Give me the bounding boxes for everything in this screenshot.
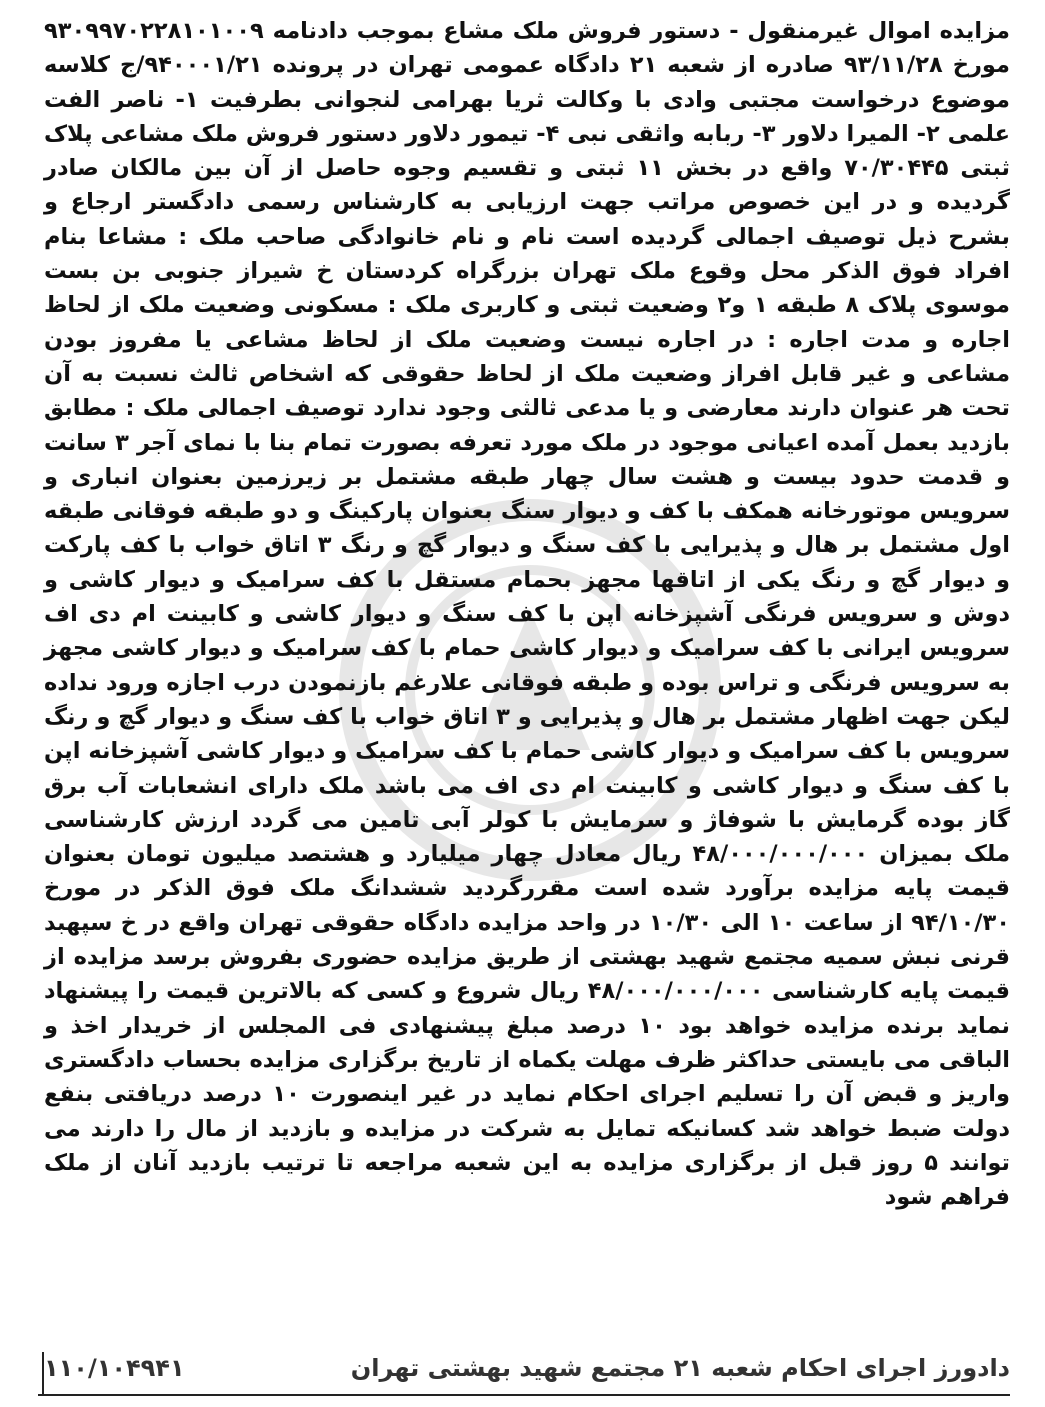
footer-signature: دادورز اجرای احکام شعبه ۲۱ مجتمع شهید بهشتی تهران bbox=[350, 1354, 1010, 1382]
notice-text: مزایده اموال غیرمنقول - دستور فروش ملک مشاع بموجب دادنامه ۹۳۰۹۹۷۰۲۲۸۱۰۱۰۰۹ مورخ ۹۳/۱۱/۲۸ صادره از شعبه ۲۱ دادگاه عمومی تهران در پرونده ۹۴۰۰۰۱/۲۱/ج کلاسه موضوع درخواست مجتبی وادی با وکالت ثریا بهرامی لنجوانی بطرفیت ۱- ناصر الفت علمی ۲- المیرا دلاور ۳- ربابه واثقی نبی ۴- تیمور دلاور دستور فروش ملک مشاعی پلاک ثبتی ۷۰/۳۰۴۴۵ واقع در بخش ۱۱ ثبتی و تقسیم وجوه حاصل از آن بین مالکان صادر گردیده و در این خصوص مراتب جهت ارزیابی به کارشناس رسمی دادگستر ارجاع و بشرح ذیل توصیف اجمالی گردیده است نام و نام خانوادگی صاحب ملک : مشاعا بنام افراد فوق الذکر محل وقوع ملک تهران بزرگراه کردستان خ شیراز جنوبی بن بست موسوی پلاک ۸ طبقه ۱ و۲ وضعیت ثبتی و کاربری ملک : مسکونی وضعیت ملک از لحاظ اجاره و مدت اجاره : در اجاره نیست وضعیت ملک از لحاظ مشاعی یا مفروز بودن مشاعی و غیر قابل افراز وضعیت ملک از لحاظ حقوقی که اشخاص ثالث نسبت به آن تحت هر عنوان دارند معارضی و یا مدعی ثالثی وجود ندارد توصیف اجمالی ملک : مطابق بازدید بعمل آمده اعیانی موجود در ملک مورد تعرفه بصورت تمام بنا با نمای آجر ۳ سانت و قدمت حدود بیست و هشت سال چهار طبقه مشتمل بر زیرزمین بعنوان انباری و سرویس موتورخانه همکف با کف و دیوار سنگ بعنوان پارکینگ و دو طبقه فوقانی طبقه اول مشتمل بر هال و پذیرایی با کف سنگ و دیوار گچ و رنگ ۳ اتاق خواب با کف پارکت و دیوار گچ و رنگ یکی از اتاقها مجهز بحمام مستقل با کف سرامیک و دیوار کاشی و دوش و سرویس فرنگی آشپزخانه اپن با کف سنگ و دیوار کاشی و کابینت ام دی اف سرویس ایرانی با کف سرامیک و دیوار کاشی حمام با کف سرامیک و دیوار کاشی مجهز به سرویس فرنگی و تراس بوده و طبقه فوقانی علارغم بازنمودن درب اجازه ورود نداده لیکن جهت اظهار مشتمل بر هال و پذیرایی و ۳ اتاق خواب با کف سنگ و دیوار گچ و رنگ سرویس با کف سرامیک و دیوار کاشی حمام با کف سرامیک و دیوار کاشی آشپزخانه اپن با کف سنگ و دیوار کاشی و کابینت ام دی اف می باشد ملک دارای انشعابات آب برق گاز بوده گرمایش با شوفاژ و سرمایش با کولر آبی تامین می گردد ارزش کارشناسی ملک بمیزان ۴۸/۰۰۰/۰۰۰/۰۰۰ ریال معادل چهار میلیارد و هشتصد میلیون تومان بعنوان قیمت پایه مزایده برآورد شده است مقررگردید ششدانگ ملک فوق الذکر در مورخ ۹۴/۱۰/۳۰ از ساعت ۱۰ الی ۱۰/۳۰ در واحد مزایده دادگاه حقوقی تهران واقع در خ سپهبد قرنی نبش سمیه مجتمع شهید بهشتی از طریق مزایده حضوری بفروش برسد مزایده از قیمت پایه کارشناسی ۴۸/۰۰۰/۰۰۰/۰۰۰ ریال شروع و کسی که بالاترین قیمت را پیشنهاد نماید برنده مزایده خواهد بود ۱۰ درصد مبلغ پیشنهادی فی المجلس از خریدار اخذ و الباقی می بایستی حداکثر ظرف مهلت یکماه از تاریخ برگزاری مزایده بحساب دادگستری واریز و قبض آن را تسلیم اجرای احکام نماید در غیر اینصورت ۱۰ درصد دریافتی بنفع دولت ضبط خواهد شد کسانیکه تمایل به شرکت در مزایده و بازدید از مال را دارند می توانند ۵ روز قبل از برگزاری مزایده به این شعبه مراجعه تا ترتیب بازدید آنان از ملک فراهم شود bbox=[44, 18, 1011, 1211]
footer bbox=[44, 1345, 1010, 1391]
footer-rule bbox=[38, 1394, 1010, 1396]
footer-code: ۱۱۰/۱۰۴۹۴۱ bbox=[44, 1354, 185, 1382]
notice-body bbox=[44, 14, 1010, 1214]
